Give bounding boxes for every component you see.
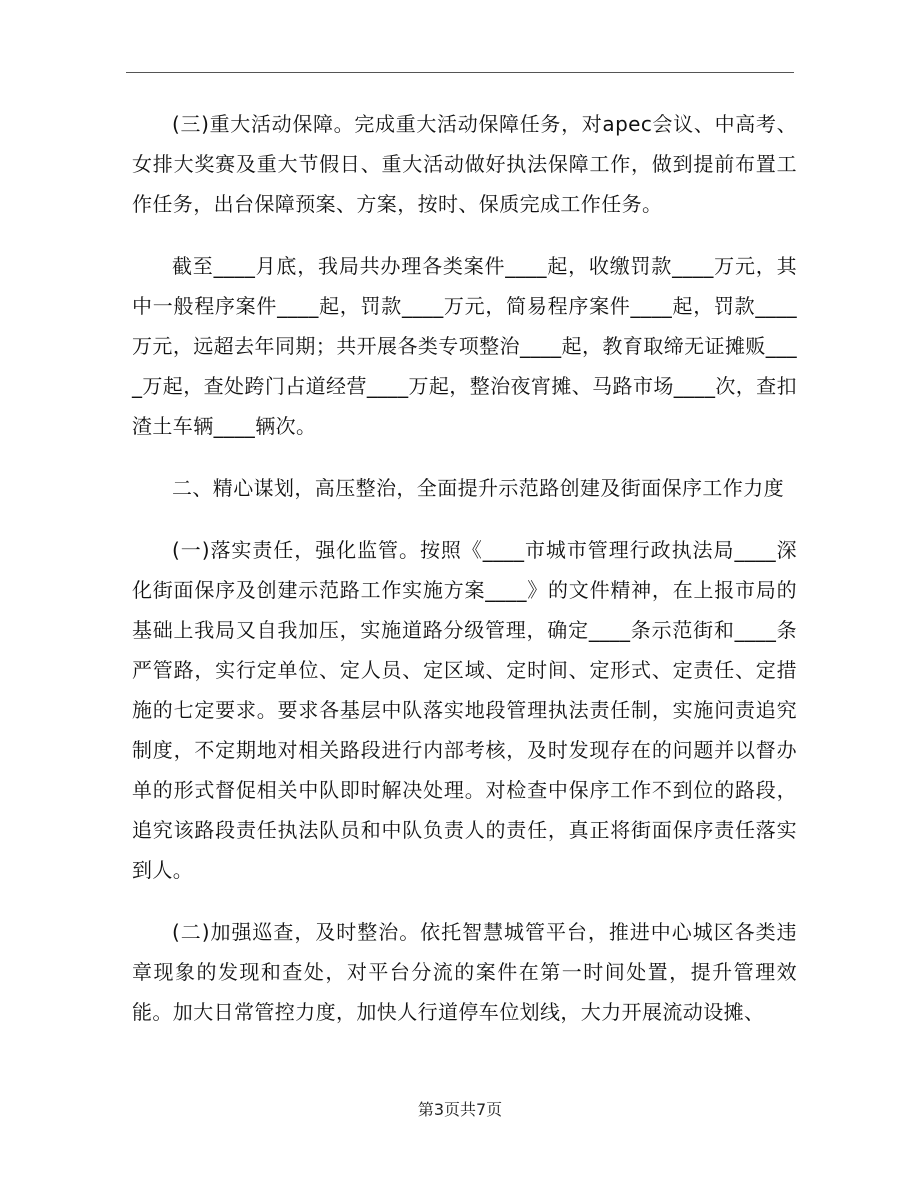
page-number: 第3页共7页: [417, 1100, 503, 1119]
section-heading-two: 二、精心谋划，高压整治，全面提升示范路创建及街面保序工作力度: [172, 476, 784, 500]
header-rule: [126, 72, 794, 73]
paragraph-responsibility: (一)落实责任，强化监管。按照《____市城市管理行政执法局____深化街面保序及创建示范路工作实施方案____》的文件精神，在上报市局的基础上我局又自我加压，实施道路分级管理，确定____条示范街和____条严管路，实行定单位、定人员、定区域、定时间、定形式、定责任、定措施的七定要求。要求各基层中队落实地段管理执法责任制，实施问责追究制度，不定期地对相关路段进行内部考核，及时发现存在的问题并以督办单的形式督促相关中队即时解决处理。对检查中保序工作不到位的路段，追究该路段责任执法队员和中队负责人的责任，真正将街面保序责任落实到人。: [132, 538, 797, 882]
paragraph-case-statistics: 截至____月底，我局共办理各类案件____起，收缴罚款____万元，其中一般程序案件____起，罚款____万元，简易程序案件____起，罚款____万元，远超去年同期；共开展各类专项整治____起，教育取缔无证摊贩____万起，查处跨门占道经营____万起，整治夜宵摊、马路市场____次，查扣渣土车辆____辆次。: [132, 254, 797, 438]
paragraph-patrol: (二)加强巡查，及时整治。依托智慧城管平台，推进中心城区各类违章现象的发现和查处，对平台分流的案件在第一时间处置，提升管理效能。加大日常管控力度，加快人行道停车位划线，大力开展流动设摊、: [132, 920, 797, 1024]
document-body: [132, 104, 797, 1032]
paragraph-major-events: (三)重大活动保障。完成重大活动保障任务，对apec会议、中高考、女排大奖赛及重大节假日、重大活动做好执法保障工作，做到提前布置工作任务，出台保障预案、方案，按时、保质完成工作任务。: [132, 112, 797, 216]
